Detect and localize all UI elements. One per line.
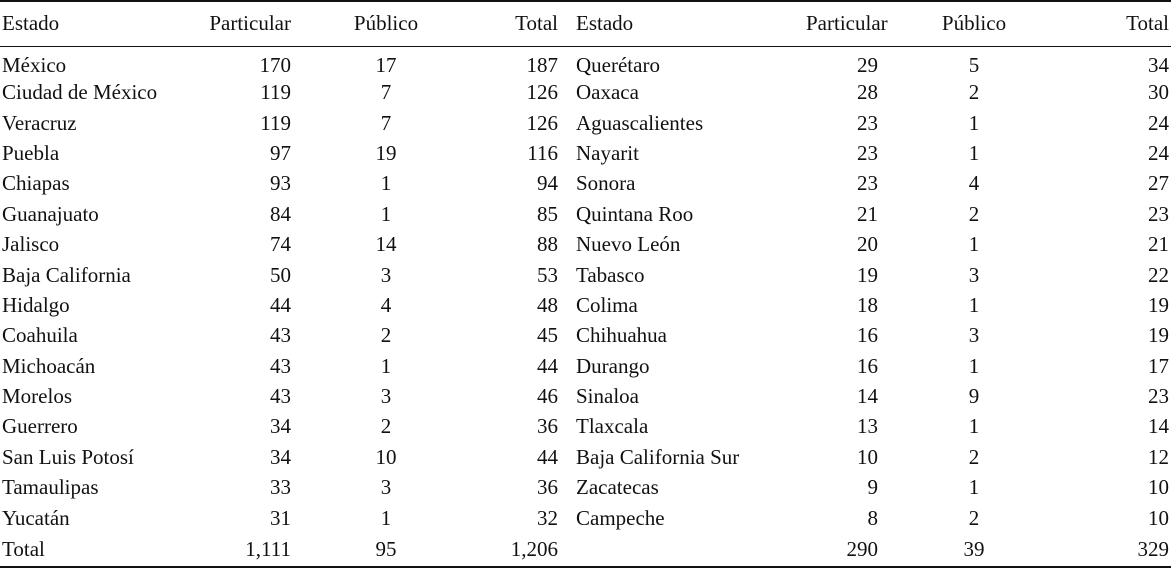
table-cell: 19	[1148, 323, 1169, 348]
table-cell: 19	[857, 262, 878, 287]
table-cell: 1	[968, 292, 980, 317]
table-cell: 10	[375, 444, 397, 469]
table-cell: 53	[537, 262, 558, 287]
table-cell: 17	[375, 52, 397, 77]
table-cell: Querétaro	[576, 52, 660, 77]
table-cell: 84	[270, 201, 291, 226]
table-cell: Nayarit	[576, 140, 639, 165]
table-cell: Chihuahua	[576, 323, 667, 348]
table-cell: Morelos	[2, 384, 72, 409]
totals-cell: 290	[802, 533, 882, 567]
table-cell: 1	[968, 140, 980, 165]
table-row	[0, 169, 1171, 199]
table-cell: 36	[537, 475, 558, 500]
table-cell: 1	[380, 353, 392, 378]
totals-cell: 39	[882, 533, 1066, 567]
header-cell-publico: Público	[295, 1, 477, 46]
header-cell-particular: Particular	[197, 1, 295, 46]
table-row	[0, 78, 1171, 108]
table-row	[0, 381, 1171, 411]
table-cell: 27	[1148, 171, 1169, 196]
table-cell: 1	[380, 505, 392, 530]
table-row	[0, 229, 1171, 259]
table-cell: 7	[380, 110, 392, 135]
table-cell: 187	[526, 52, 558, 77]
table-cell: 23	[857, 110, 878, 135]
table-cell: 14	[375, 232, 397, 257]
table-cell: 43	[270, 323, 291, 348]
table-cell: Tlaxcala	[576, 414, 649, 439]
table-cell: 3	[968, 323, 980, 348]
table-cell: 34	[1148, 52, 1169, 77]
table-cell: 10	[857, 444, 878, 469]
table-row	[0, 290, 1171, 320]
table-cell: 22	[1148, 262, 1169, 287]
table-cell: Tamaulipas	[2, 475, 99, 500]
table-row	[0, 412, 1171, 442]
table-cell: 16	[857, 323, 878, 348]
table-row	[0, 138, 1171, 168]
table-cell: 93	[270, 171, 291, 196]
table-cell: 9	[968, 384, 980, 409]
table-cell: Guanajuato	[2, 201, 99, 226]
table-cell: Sonora	[576, 171, 636, 196]
table-cell: 44	[270, 292, 291, 317]
table-cell: Hidalgo	[2, 292, 70, 317]
table-cell: 31	[270, 505, 291, 530]
table-cell: 13	[857, 414, 878, 439]
table-cell: 23	[1148, 384, 1169, 409]
table-cell: Quintana Roo	[576, 201, 694, 226]
table-cell: Jalisco	[2, 232, 60, 257]
header-cell-particular-2: Particular	[802, 1, 882, 46]
table-row	[0, 199, 1171, 229]
header-cell-estado-2: Estado	[562, 1, 802, 46]
table-cell: Yucatán	[2, 505, 70, 530]
table-cell: 97	[270, 140, 291, 165]
header-cell-estado: Estado	[0, 1, 197, 46]
table-cell: 17	[1148, 353, 1169, 378]
totals-cell: 95	[295, 533, 477, 567]
table-cell: Nuevo León	[576, 232, 681, 257]
table-cell: 21	[1148, 232, 1169, 257]
table-cell: 48	[537, 292, 558, 317]
header-cell-total-2: Total	[1066, 1, 1171, 46]
table-cell: Campeche	[576, 505, 665, 530]
table-cell: 126	[526, 110, 558, 135]
table-cell: 2	[968, 505, 980, 530]
table-cell: 23	[1148, 201, 1169, 226]
totals-cell: 329	[1066, 533, 1171, 567]
table-cell: 4	[380, 292, 392, 317]
table-cell: México	[2, 52, 67, 77]
table-cell: Guerrero	[2, 414, 78, 439]
table-cell: 10	[1148, 475, 1169, 500]
table-cell: 32	[537, 505, 558, 530]
header-cell-total: Total	[477, 1, 562, 46]
table-row	[0, 46, 1171, 78]
table-row	[0, 442, 1171, 472]
table-cell: 7	[380, 80, 392, 105]
table-cell: 23	[857, 140, 878, 165]
table-cell: 29	[857, 52, 878, 77]
table-cell: 1	[968, 232, 980, 257]
table-cell: 2	[380, 323, 392, 348]
table-cell: 2	[380, 414, 392, 439]
table-cell: 43	[270, 353, 291, 378]
table-cell: 24	[1148, 110, 1169, 135]
table-cell: Coahuila	[2, 323, 78, 348]
table-cell: San Luis Potosí	[2, 444, 134, 469]
table-cell: 34	[270, 414, 291, 439]
table-cell: Zacatecas	[576, 475, 659, 500]
table-cell: Baja California	[2, 262, 131, 287]
table-cell: 24	[1148, 140, 1169, 165]
table-cell: Veracruz	[2, 110, 77, 135]
table-cell: 94	[537, 171, 558, 196]
table-cell: 126	[526, 80, 558, 105]
table-cell: 170	[259, 52, 291, 77]
totals-cell: Total	[0, 533, 197, 567]
totals-cell: 1,111	[197, 533, 295, 567]
table-cell: 46	[537, 384, 558, 409]
table-cell: 23	[857, 171, 878, 196]
table-cell: 10	[1148, 505, 1169, 530]
table-cell: 19	[375, 140, 397, 165]
table-cell: 88	[537, 232, 558, 257]
table-row	[0, 321, 1171, 351]
header-row	[0, 1, 1171, 46]
table-cell: 1	[968, 475, 980, 500]
table-cell: 36	[537, 414, 558, 439]
table-cell: 44	[537, 444, 558, 469]
table-cell: Tabasco	[576, 262, 645, 287]
table-cell: 44	[537, 353, 558, 378]
table-cell: 45	[537, 323, 558, 348]
table-cell: 1	[968, 110, 980, 135]
table-cell: 43	[270, 384, 291, 409]
table-cell: 20	[857, 232, 878, 257]
table-cell: 1	[380, 201, 392, 226]
table-cell: Aguascalientes	[576, 110, 704, 135]
header-cell-publico-2: Público	[882, 1, 1066, 46]
table-cell: 50	[270, 262, 291, 287]
table-cell: 30	[1148, 80, 1169, 105]
table-cell: 3	[380, 475, 392, 500]
totals-row	[0, 533, 1171, 567]
table-cell: 33	[270, 475, 291, 500]
table-cell: 1	[968, 414, 980, 439]
table-row	[0, 351, 1171, 381]
table-cell: 5	[968, 52, 980, 77]
table-cell: 28	[857, 80, 878, 105]
table-cell: 16	[857, 353, 878, 378]
table-cell: Baja California Sur	[576, 444, 740, 469]
table-cell: 14	[1148, 414, 1169, 439]
table-cell: Puebla	[2, 140, 60, 165]
table-cell: 8	[867, 505, 878, 530]
table-cell: 74	[270, 232, 291, 257]
table-cell: 14	[857, 384, 878, 409]
table-cell: 2	[968, 201, 980, 226]
table-cell: Sinaloa	[576, 384, 639, 409]
table-cell: 116	[527, 140, 558, 165]
table-cell: 19	[1148, 292, 1169, 317]
table-cell: Oaxaca	[576, 80, 639, 105]
table-cell: 3	[380, 384, 392, 409]
table-cell: 119	[260, 80, 291, 105]
table-cell: 119	[260, 110, 291, 135]
table-cell: 3	[380, 262, 392, 287]
table-cell: 21	[857, 201, 878, 226]
table-cell: 18	[857, 292, 878, 317]
table-cell: Chiapas	[2, 171, 70, 196]
table-cell: Ciudad de México	[2, 80, 158, 105]
table-row	[0, 260, 1171, 290]
table-cell: Michoacán	[2, 353, 96, 378]
table-body	[0, 46, 1171, 533]
table-cell: 4	[968, 171, 980, 196]
table-cell: 2	[968, 80, 980, 105]
table-cell: 3	[968, 262, 980, 287]
table-cell: 1	[380, 171, 392, 196]
table-row	[0, 503, 1171, 533]
table-cell: 1	[968, 353, 980, 378]
table-cell: 12	[1148, 444, 1169, 469]
table-cell: 9	[867, 475, 878, 500]
table-row	[0, 108, 1171, 138]
table-cell: 85	[537, 201, 558, 226]
table-cell: 34	[270, 444, 291, 469]
totals-cell	[562, 533, 802, 567]
table-cell: 2	[968, 444, 980, 469]
table-cell: Colima	[576, 292, 638, 317]
table-row	[0, 473, 1171, 503]
table-cell: Durango	[576, 353, 650, 378]
totals-cell: 1,206	[477, 533, 562, 567]
